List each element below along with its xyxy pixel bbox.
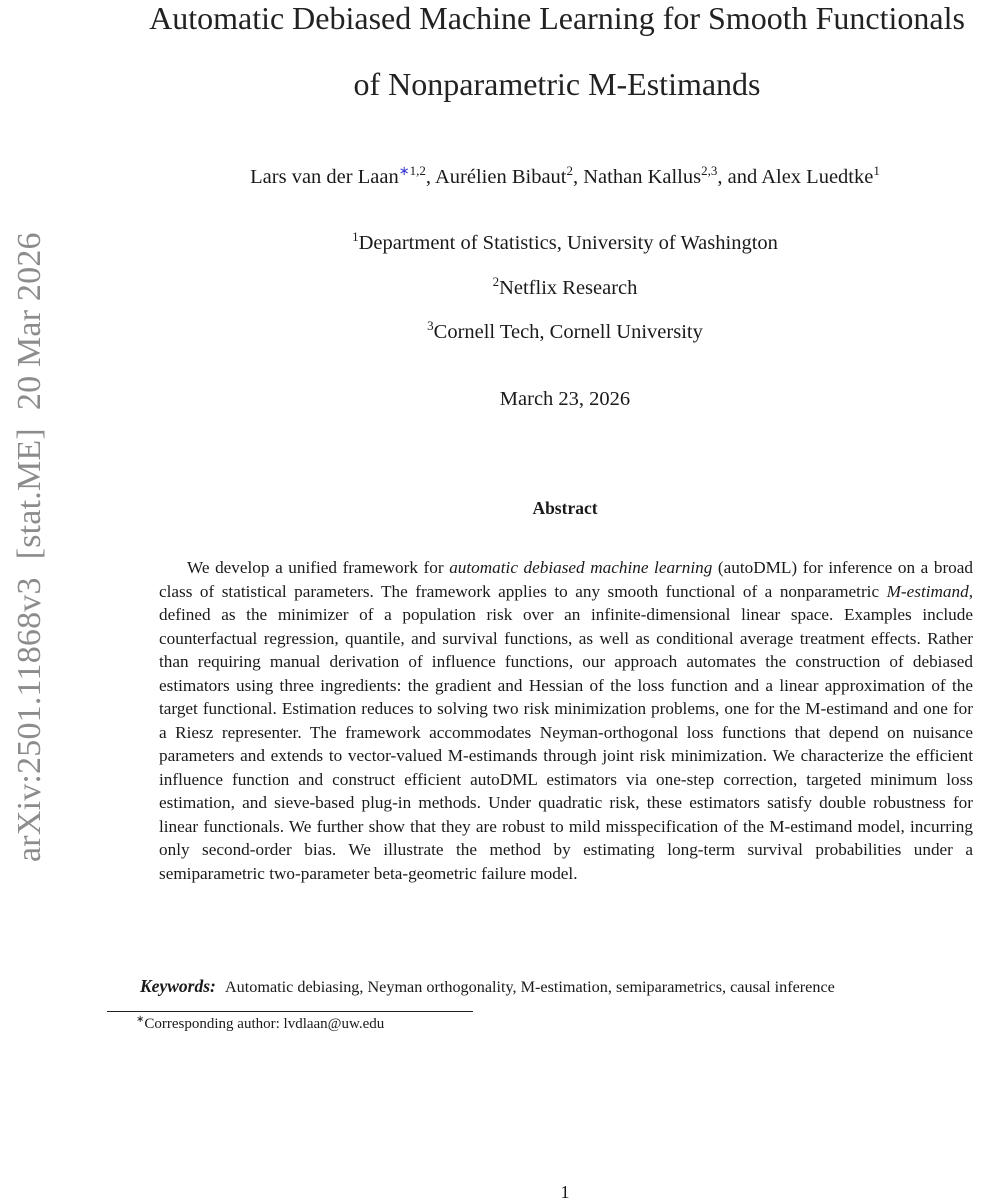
affiliation-2: $^2$Netflix Research <box>492 274 638 299</box>
arxiv-category: [stat.ME] <box>11 428 48 560</box>
keywords-text: Automatic debiasing, Neyman orthogonality, M-estimation, semiparametrics, causal inference <box>224 978 835 996</box>
keywords-label: Keywords: <box>140 976 216 996</box>
paper-date: March 23, 2026 <box>499 388 631 410</box>
author: Nathan Kallus$^{2,3}$, and <box>583 163 762 188</box>
arxiv-date: 20 Mar 2026 <box>11 232 48 411</box>
corresponding-author-link[interactable]: ∗ <box>398 163 410 178</box>
author: Alex Luedtke$^1$ <box>761 163 880 188</box>
footnote: ∗Corresponding author: lvdlaan@uw.edu <box>136 1014 385 1032</box>
affiliation-1: $^1$Department of Statistics, University of Washington <box>352 229 778 254</box>
abstract-text: We develop a unified framework for automatic debiased machine learning (autoDML) for inference on a broad class of statistical parameters. The framework applies to any smooth functional of a nonparametric M-estimand, defined as the minimizer of a population risk over an infinite-dimensional linear space. Examples include counterfactual regression, quantile, and survival functions, as well as conditional average treatment effects. Rather than requiring manual derivation of influence functions, our approach automates the construction of debiased estimators using three ingredients: the gradient and Hessian of the loss function and a linear approximation of the target functional. Estimation reduces to solving two risk minimization problems, one for the M-estimand and one for a Riesz representer. The framework accommodates Neyman-orthogonal loss functions that depend on nuisance parameters and extends to vector-valued M-estimands through joint risk minimization. We characterize the efficient influence function and construct efficient autoDML estimators via one-step correction, targeted minimum loss estimation, and sieve-based plug-in methods. Under quadratic risk, these estimators satisfy double robustness for linear functionals. We further show that they are robust to mild misspecification of the M-estimand model, incurring only second-order bias. We illustrate the method by estimating long-term survival probabilities under a semiparametric two-parameter beta-geometric failure model. <box>159 558 974 883</box>
author: Lars van der Laan$^{∗1,2}$, <box>250 163 435 188</box>
paper-title-line-1: Automatic Debiased Machine Learning for Smooth Functionals <box>149 0 965 36</box>
footnote-rule <box>107 1011 473 1012</box>
arxiv-identifier: arXiv:2501.11868v3 <box>11 577 48 862</box>
author: Aurélien Bibaut$^2$, <box>434 163 584 188</box>
affiliation-3: $^3$Cornell Tech, Cornell University <box>427 318 703 343</box>
paper-title-line-2: of Nonparametric M-Estimands <box>353 66 761 102</box>
footnote-text: Corresponding author: lvdlaan@uw.edu <box>144 1016 385 1032</box>
arxiv-stamp <box>0 0 60 862</box>
page-number: 1 <box>560 1182 570 1202</box>
keywords <box>140 976 994 997</box>
author-list <box>120 163 994 189</box>
abstract-heading: Abstract <box>532 498 598 518</box>
